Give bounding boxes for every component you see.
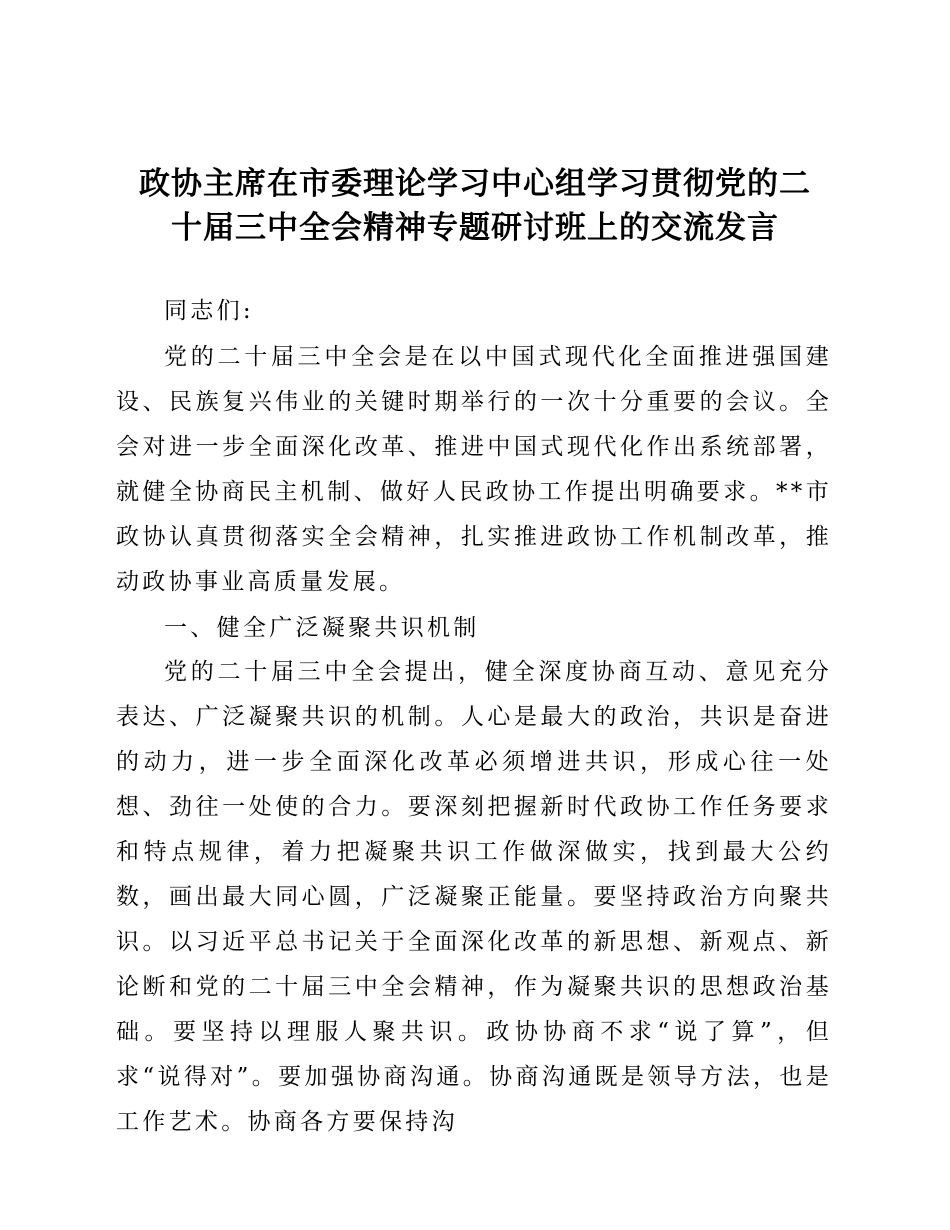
document-title-line-1: 政协主席在市委理论学习中心组学习贯彻党的二 [139,166,811,202]
salutation: 同志们: [164,298,254,324]
document-title-line-2: 十届三中全会精神专题研讨班上的交流发言 [171,210,779,246]
paragraph-section-1: 党的二十届三中全会提出，健全深度协商互动、意见充分表达、广泛凝聚共识的机制。人心是最大的政治，共识是奋进的动力，进一步全面深化改革必须增进共识，形成心往一处想、劲往一处使的合力。要深刻把握新时代政协工作任务要求和特点规律，着力把凝聚共识工作做深做实，找到最大公约数，画出最大同心圆，广泛凝聚正能量。要坚持政治方向聚共识。以习近平总书记关于全面深化改革的新思想、新观点、新论断和党的二十届三中全会精神，作为凝聚共识的思想政治基础。要坚持以理服人聚共识。政协协商不求“说了算”，但求“说得对”。要加强协商沟通。协商沟通既是领导方法，也是工作艺术。协商各方要保持沟 [116,659,832,1135]
section-heading-1: 一、健全广泛凝聚共识机制 [164,615,480,641]
paragraph-intro: 党的二十届三中全会是在以中国式现代化全面推进强国建设、民族复兴伟业的关键时期举行的一次十分重要的会议。全会对进一步全面深化改革、推进中国式现代化作出系统部署，就健全协商民主机制、做好人民政协工作提出明确要求。**市政协认真贯彻落实全会精神，扎实推进政协工作机制改革，推动政协事业高质量发展。 [116,344,832,595]
